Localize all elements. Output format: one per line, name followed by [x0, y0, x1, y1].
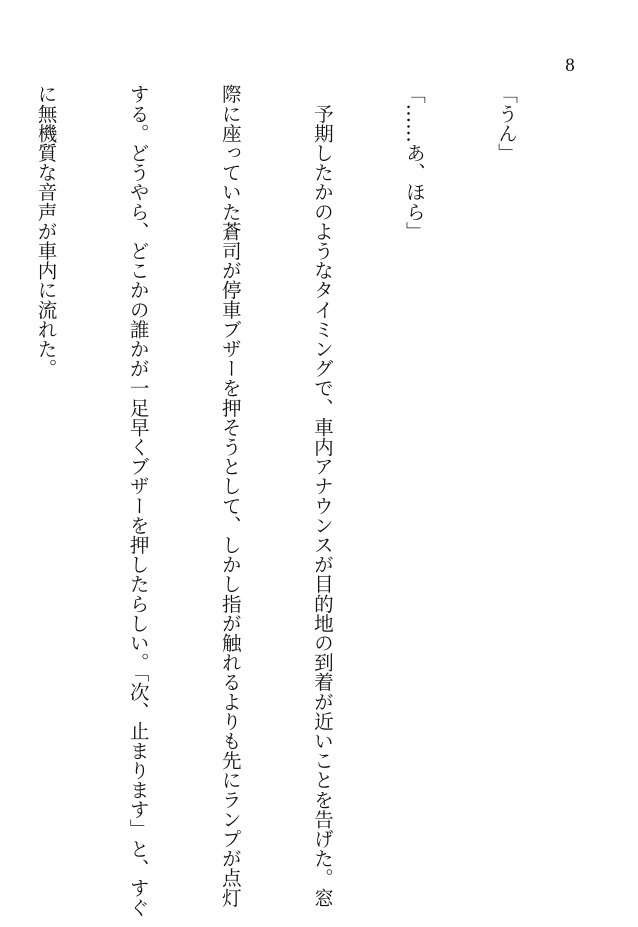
page-number: 8 — [565, 55, 575, 76]
text-line: 「……あ、ほら」 — [402, 84, 426, 241]
text-line: に無機質な音声が車内に流れた。 — [34, 84, 58, 378]
text-line: 際に座っていた蒼司が停車ブザーを押そうとして、しかし指が触れるよりも先にランプが点灯 — [218, 84, 242, 908]
text-line: する。どうやら、どこかの誰かが一足早くブザーを押したらしい。「次、止まります」と、すぐ — [126, 84, 150, 917]
text-line: 「うん」 — [494, 84, 518, 163]
text-line: 予期したかのようなタイミングで、車内アナウンスが目的地の到着が近いことを告げた。窓 — [310, 84, 334, 908]
vertical-text-body — [0, 84, 582, 917]
